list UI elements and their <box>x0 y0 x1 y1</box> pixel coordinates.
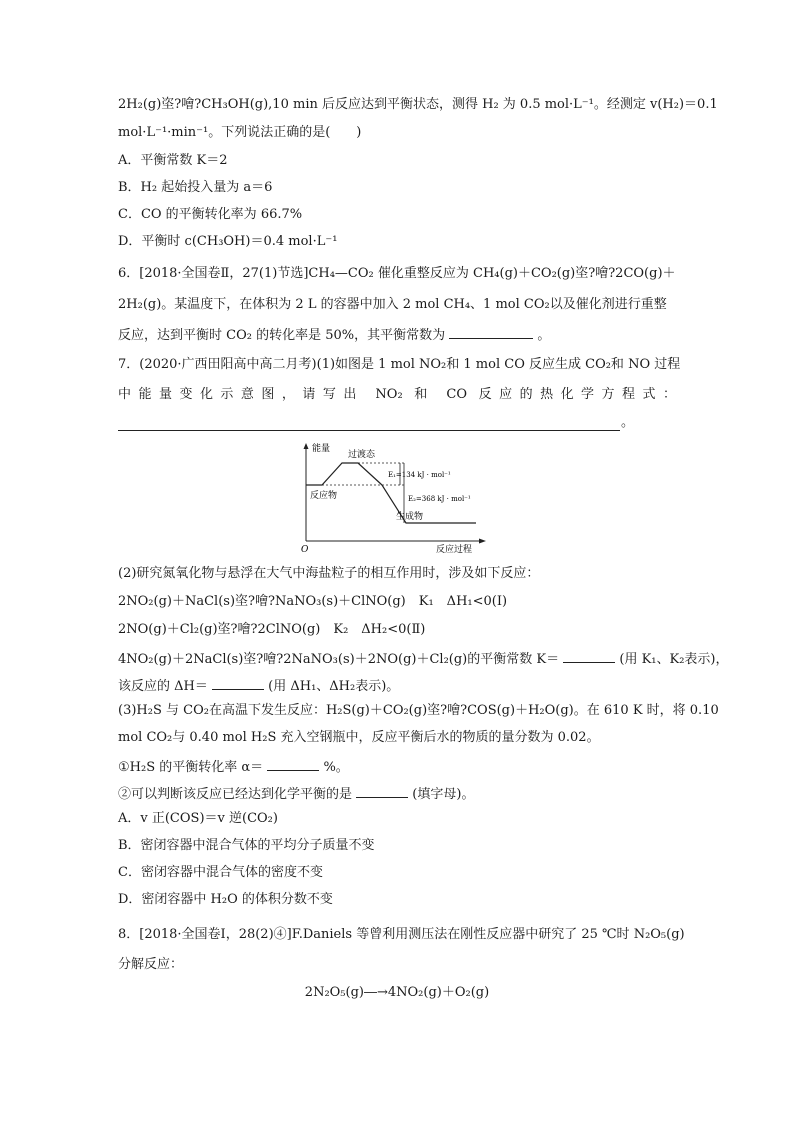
option-c: C．CO 的平衡转化率为 66.7% <box>118 207 303 222</box>
text-line: (3)H₂S 与 CO₂在高温下发生反应：H₂S(g)＋CO₂(g)垐?噲?COS(g)＋H₂O(g)。在 610 K 时，将 0.10 <box>118 703 719 718</box>
text-segment: 反应，达到平衡时 CO₂ 的转化率是 50%，其平衡常数为 <box>118 328 446 343</box>
option-d: D．密闭容器中 H₂O 的体积分数不变 <box>118 892 333 907</box>
answer-line[interactable] <box>118 430 620 431</box>
answer-blank[interactable] <box>356 783 408 798</box>
x-axis-label: 反应过程 <box>436 545 473 553</box>
text-line: 中能量变化示意图，请写出 NO₂ 和 CO 反应的热化学方程式： <box>118 387 676 402</box>
option-a: A．平衡常数 K＝2 <box>118 153 228 168</box>
equation-line: 2N₂O₅(g)―→4NO₂(g)＋O₂(g) <box>304 985 490 1000</box>
equation-line: 2NO(g)＋Cl₂(g)垐?噲?2ClNO(g) K₂ ΔH₂<0(Ⅱ) <box>118 622 426 637</box>
text-line: 2H₂(g)垐?噲?CH₃OH(g),10 min 后反应达到平衡状态，测得 H₂ 为 0.5 mol·L⁻¹。经测定 v(H₂)＝0.1 <box>118 97 718 112</box>
text-line <box>118 675 399 696</box>
text-line <box>118 783 474 804</box>
text-segment: (用 ΔH₁、ΔH₂表示)。 <box>268 679 400 694</box>
option-b: B．密闭容器中混合气体的平均分子质量不变 <box>118 838 375 853</box>
text-segment: 该反应的 ΔH＝ <box>118 679 208 694</box>
reactant-label: 反应物 <box>310 491 338 501</box>
text-segment: (填字母)。 <box>412 787 475 802</box>
question-8-line: 8．[2018·全国卷Ⅰ，28(2)④]F.Daniels 等曾利用测压法在刚性反应器中研究了 25 ℃时 N₂O₅(g) <box>118 927 685 942</box>
text-segment: 4NO₂(g)＋2NaCl(s)垐?噲?2NaNO₃(s)＋2NO(g)＋Cl₂(g)的平衡常数 K＝ <box>118 652 560 667</box>
text-line: mol CO₂与 0.40 mol H₂S 充入空钢瓶中，反应平衡后水的物质的量分数为 0.02。 <box>118 730 600 745</box>
answer-blank[interactable] <box>212 675 264 690</box>
e2-label: E₂=368 kJ · mol⁻¹ <box>408 495 471 503</box>
option-b: B．H₂ 起始投入量为 a＝6 <box>118 180 273 195</box>
text-segment: %。 <box>323 760 349 775</box>
text-line: mol·L⁻¹·min⁻¹。下列说法正确的是( ) <box>118 125 362 140</box>
text-segment: ①H₂S 的平衡转化率 α＝ <box>118 760 264 775</box>
x-axis-arrow-icon <box>479 539 486 544</box>
equation-line: 2NO₂(g)＋NaCl(s)垐?噲?NaNO₃(s)＋ClNO(g) K₁ ΔH₁<0(Ⅰ) <box>118 594 508 609</box>
text-line: (2)研究氮氧化物与悬浮在大气中海盐粒子的相互作用时，涉及如下反应： <box>118 566 540 581</box>
answer-blank[interactable] <box>449 324 533 339</box>
text-line: 2H₂(g)。某温度下，在体积为 2 L 的容器中加入 2 mol CH₄、1 mol CO₂以及催化剂进行重整 <box>118 297 667 312</box>
text-line <box>118 324 550 345</box>
text-segment: 。 <box>621 415 635 430</box>
text-line <box>118 648 729 669</box>
question-6-line: 6．[2018·全国卷Ⅱ，27(1)节选]CH₄—CO₂ 催化重整反应为 CH₄(g)＋CO₂(g)垐?噲?2CO(g)＋ <box>118 266 676 281</box>
option-c: C．密闭容器中混合气体的密度不变 <box>118 865 323 880</box>
product-label: 生成物 <box>396 512 424 522</box>
energy-diagram <box>300 441 500 553</box>
text-line: 分解反应： <box>118 957 184 972</box>
question-7-line: 7．(2020·广西田阳高中高二月考)(1)如图是 1 mol NO₂和 1 mol CO 反应生成 CO₂和 NO 过程 <box>118 357 681 372</box>
y-axis-label: 能量 <box>312 444 331 454</box>
origin-label: O <box>301 545 309 553</box>
text-line <box>118 756 349 777</box>
e1-label: E₁=134 kJ · mol⁻¹ <box>388 471 451 479</box>
option-a: A．v 正(COS)＝v 逆(CO₂) <box>118 811 278 826</box>
y-axis-arrow-icon <box>304 443 309 449</box>
text-segment: (用 K₁、K₂表示)， <box>619 652 729 667</box>
answer-blank[interactable] <box>267 756 319 771</box>
transition-state-label: 过渡态 <box>348 450 376 460</box>
text-segment: ②可以判断该反应已经达到化学平衡的是 <box>118 787 353 802</box>
answer-blank[interactable] <box>563 648 615 663</box>
text-segment: 。 <box>537 328 551 343</box>
option-d: D．平衡时 c(CH₃OH)＝0.4 mol·L⁻¹ <box>118 234 338 249</box>
